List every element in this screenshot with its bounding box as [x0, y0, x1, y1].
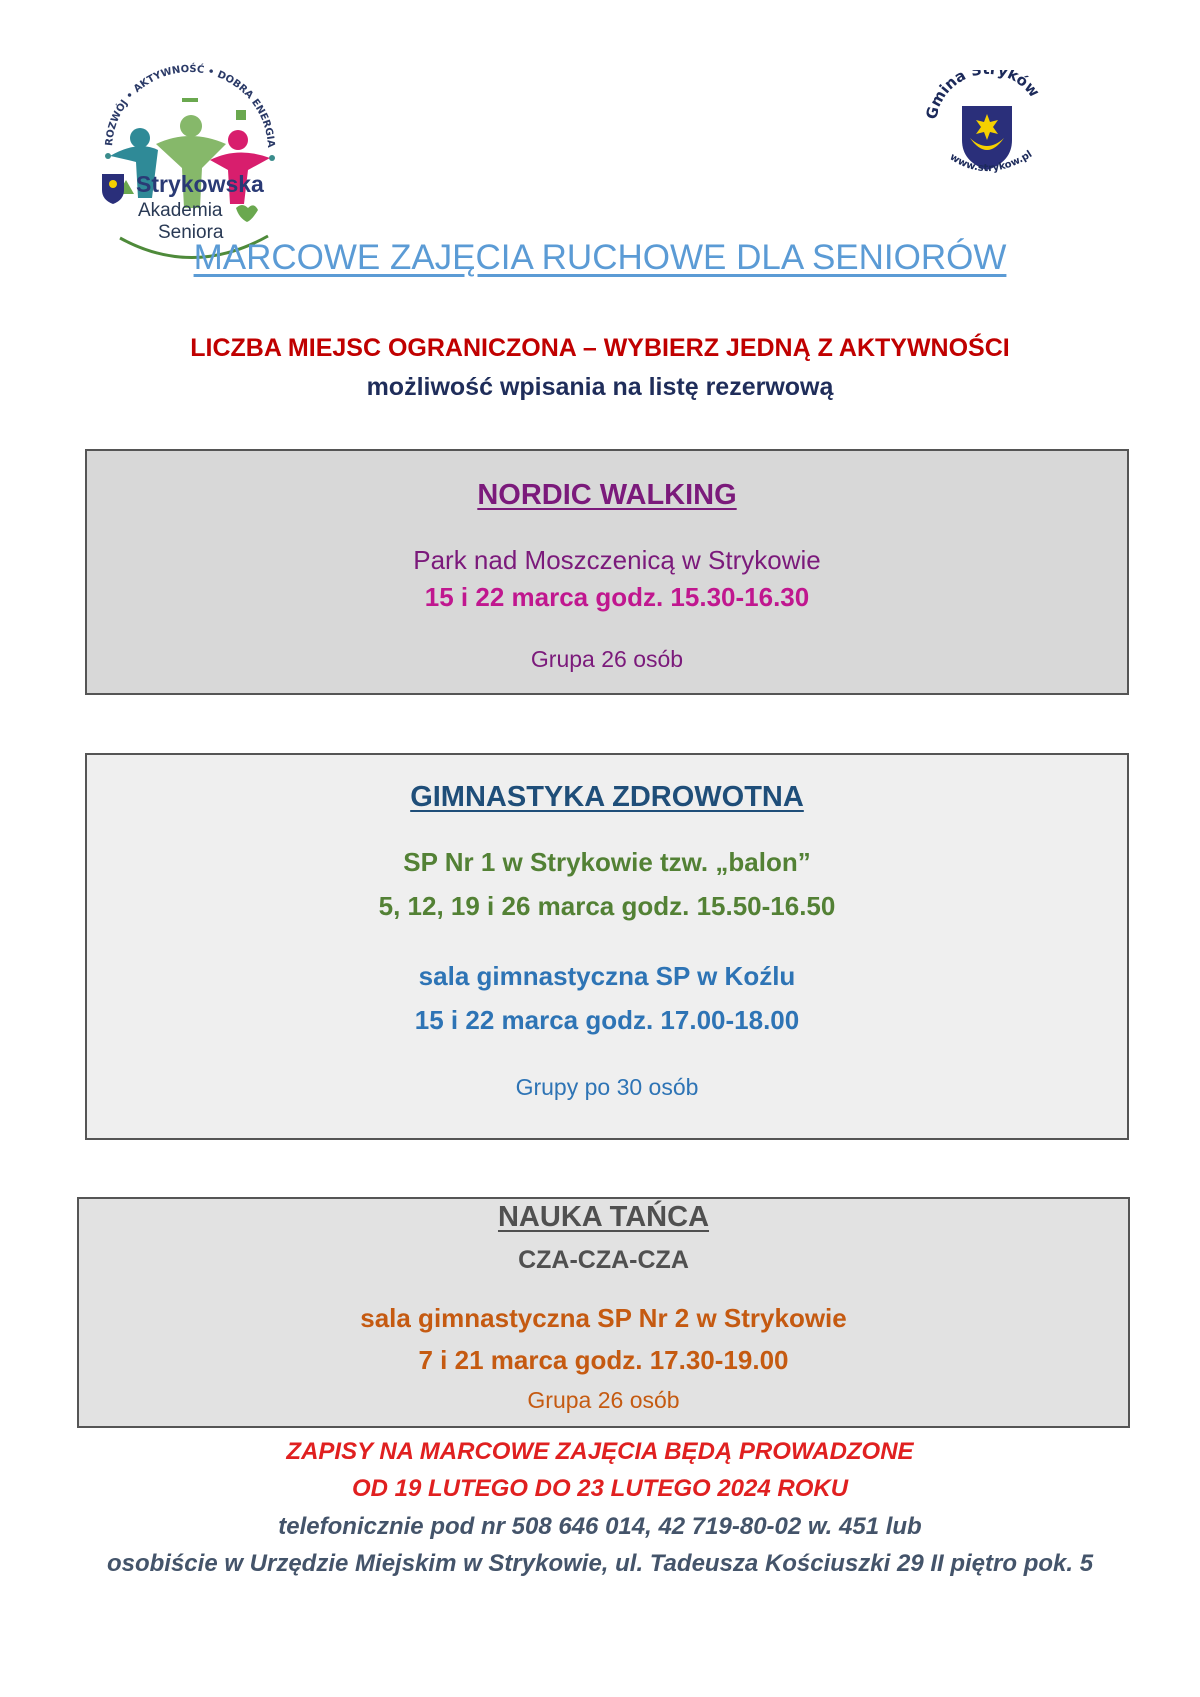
- activity-card-nordic-walking: [85, 449, 1129, 695]
- logo-text-strykowska: Strykowska: [136, 171, 264, 197]
- activity-location-2: sala gimnastyczna SP w Koźlu: [418, 961, 796, 991]
- gmina-strykow-logo: [926, 70, 1048, 186]
- registration-address: osobiście w Urzędzie Miejskim w Strykowie, ul. Tadeusza Kościuszki 29 II piętro pok. 5: [106, 1550, 1094, 1577]
- logo-text-akademia: Akademia: [138, 200, 223, 221]
- svg-text:www.strykow.pl: www.strykow.pl: [947, 148, 1035, 175]
- activity-location-1: SP Nr 1 w Strykowie tzw. „balon”: [403, 847, 811, 877]
- svg-text:Gmina Stryków: mina S yków: [926, 70, 1044, 110]
- activity-dates-2: 15 i 22 marca godz. 17.00-18.00: [414, 1005, 800, 1035]
- activity-subtitle: CZA-CZA-CZA: [518, 1246, 689, 1274]
- limited-places-notice: LICZBA MIEJSC OGRANICZONA – WYBIERZ JEDNĄ Z AKTYWNOŚCI: [190, 334, 1010, 362]
- activity-group-size: Grupy po 30 osób: [515, 1074, 699, 1100]
- activity-location: Park nad Moszczenicą w Strykowie: [413, 545, 821, 575]
- activity-title: GIMNASTYKA ZDROWOTNA: [410, 781, 804, 813]
- logo-text-seniora: Seniora: [158, 222, 224, 243]
- activity-title: NORDIC WALKING: [477, 479, 737, 511]
- strykowska-akademia-seniora-logo: [98, 58, 288, 263]
- activity-dates-1: 5, 12, 19 i 26 marca godz. 15.50-16.50: [378, 891, 836, 921]
- activity-dates: 7 i 21 marca godz. 17.30-19.00: [418, 1345, 789, 1375]
- activity-title: NAUKA TAŃCA: [497, 1201, 710, 1233]
- activity-card-gimnastyka: [85, 753, 1129, 1140]
- activity-card-nauka-tanca: [77, 1197, 1130, 1428]
- activity-location: sala gimnastyczna SP Nr 2 w Strykowie: [360, 1303, 847, 1333]
- registration-notice: ZAPISY NA MARCOWE ZAJĘCIA BĘDĄ PROWADZONE: [286, 1438, 914, 1465]
- registration-dates: OD 19 LUTEGO DO 23 LUTEGO 2024 ROKU: [351, 1475, 849, 1502]
- logo-graphic: [98, 58, 288, 263]
- svg-text:ROZWÓJ • AKTYWNOŚĆ • DOBRA ENE: ROZWÓJ • AKTYWNOŚĆ • DOBRA ENERGIA: [104, 63, 277, 149]
- gmina-crest-graphic: [926, 70, 1048, 186]
- activity-group-size: Grupa 26 osób: [530, 646, 684, 672]
- reserve-list-notice: możliwość wpisania na listę rezerwową: [366, 373, 834, 401]
- page-title: MARCOWE ZAJĘCIA RUCHOWE DLA SENIORÓW: [193, 238, 1007, 277]
- activity-group-size: Grupa 26 osób: [527, 1387, 680, 1413]
- registration-phone: telefonicznie pod nr 508 646 014, 42 719-80-02 w. 451 lub: [278, 1513, 922, 1540]
- activity-dates: 15 i 22 marca godz. 15.30-16.30: [424, 582, 810, 612]
